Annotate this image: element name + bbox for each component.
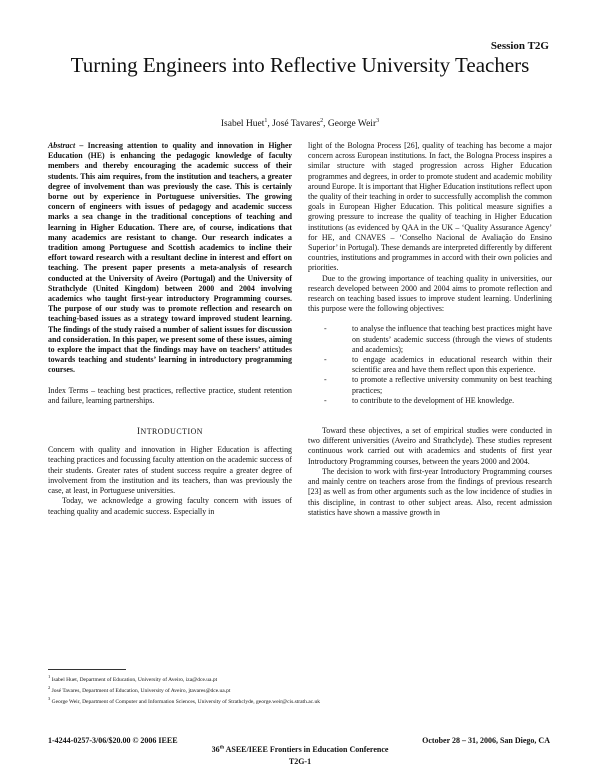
session-label: Session T2G	[490, 40, 549, 52]
abstract	[48, 141, 292, 376]
author-mark: 3	[376, 118, 380, 124]
author-name: José Tavares	[272, 119, 321, 130]
paper-title: Turning Engineers into Reflective University Teachers	[70, 53, 530, 77]
abstract-text: – Increasing attention to quality and innovation in Higher Education (HE) is enhancing the pedagogic knowledge of faculty members and thereby encouraging the academic success of their students. This aim requires, from the institution and teachers, a greater degree of involvement than was previously the case. This is certainly borne out by experience in Portuguese universities. The growing concern of engineers with issues of pedagogy and academic success marks a sea change in the traditional conceptions of teaching and learning in Higher Education. There are, of course, indications that many academics are resistant to change. Our research indicates a tradition among Portuguese and Scottish academics to incline their effort toward research with a resultant decline in interest and effort on teaching. The present paper presents a meta-analysis of research conducted at the University of Aveiro (Portugal) and the University of Strathclyde (United Kingdom) between 2000 and 2004 involving academics who taught first-year introductory Programming courses. The purpose of our study was to promote reflection and research on teaching-based issues as a strategy toward improved student learning. The findings of the study raised a number of salient issues for discussion and consideration. In this paper, we present some of these issues, aiming to explore the impact that the findings may have on teachers’ attitudes towards teaching and students’ learning in introductory programming courses.	[48, 141, 292, 375]
right-column	[308, 141, 552, 518]
list-item: - to analyse the influence that teaching best practices might have on students’ academic success (through the views of students and academics);	[324, 324, 552, 354]
paragraph: Toward these objectives, a set of empirical studies were conducted in two different universities (Aveiro and Strathclyde). These studies represent continuous work carried out with academics and students of first year Introductory Programming courses, between the years 2000 and 2004.	[308, 426, 552, 466]
footnote: $^3$ George Weir, Department of Computer and Information Sciences, University of Strathclyde, george.weir@cis.strath.ac.uk	[48, 695, 320, 705]
footnote: $^2$ José Tavares, Department of Education, University of Aveiro, jtavares@dce.ua.pt	[48, 684, 231, 694]
section-heading-introduction: INTRODUCTION	[137, 426, 203, 437]
paragraph: Due to the growing importance of teaching quality in universities, our research developed between 2000 and 2004 aims to promote reflection and research on teaching based issues to improve student learning. Underlining this purpose were the following objectives:	[308, 273, 552, 314]
author-name: George Weir	[327, 119, 377, 130]
author-mark: 1	[264, 118, 268, 124]
footnotes	[48, 673, 548, 705]
author-name: Isabel Huet	[220, 119, 265, 130]
paragraph: light of the Bologna Process [26], quality of teaching has become a major concern across European institutions. In fact, the Bologna Process inspires a similar structure with staged progression across Higher Education programmes and degrees, in order to promote student and academic mobility around Europe. It is important that Higher Education institutions reflect upon the quality of their teaching in order to successfully accomplish the common goals in European Higher Education. This political measure signifies a growing pressure to increase the quality of teaching in Higher Education institutions (as evidenced by QAA in the UK – ‘Quality Assurance Agency’ for HE, and CNAVES – ‘Conselho Nacional de Avaliação do Ensino Superior’ in Portugal). These demands are interpreted differently by different countries, institutions and programmes in accord with their own policies and priorities.	[308, 141, 552, 273]
objectives-list	[308, 324, 552, 406]
left-column	[48, 141, 292, 517]
list-item: - to engage academics in educational research within their scientific area and have them reflect upon this experience.	[324, 355, 552, 375]
list-item: - to promote a reflective university community on best teaching practices;	[324, 375, 552, 395]
author-mark: 2	[320, 118, 324, 124]
conference-name: 36th ASEE/IEEE Frontiers in Education Conference	[211, 745, 389, 754]
paragraph: Concern with quality and innovation in Higher Education is affecting teaching practices and focussing faculty attention on the academic success of their students. Greater rates of student success require a greater degree of involvement from the institution and its teachers, than was previously the case, at least, in Portuguese universities.	[48, 445, 292, 496]
list-item: - to contribute to the development of HE knowledge.	[324, 395, 515, 405]
paragraph: The decision to work with first-year Introductory Programming courses and mainly centre on teachers arose from the findings of previous research [23] as well as from other arguments such as the low incidence of studies in this discipline, in contrast to other subject areas. Also, recent admission statistics have shown a massive growth in	[308, 466, 552, 517]
footnote: $^1$ Isabel Huet, Department of Education, University of Aveiro, iza@dce.ua.pt	[48, 674, 218, 683]
footnote-divider	[48, 669, 126, 670]
conference-date: October 28 – 31, 2006, San Diego, CA	[422, 736, 550, 745]
copyright-line: 1-4244-0257-3/06/$20.00 © 2006 IEEE	[48, 736, 178, 745]
index-terms: Index Terms – teaching best practices, reflective practice, student retention and failure, learning partnerships.	[48, 385, 292, 405]
page-number: T2G-1	[288, 757, 312, 766]
author-list: Isabel Huet$^1$, José Tavares$^2$, George Weir$^3$	[220, 118, 380, 130]
paragraph: Today, we acknowledge a growing faculty concern with issues of teaching quality and academic success. Especially in	[48, 496, 292, 516]
abstract-label: Abstract	[48, 141, 76, 150]
